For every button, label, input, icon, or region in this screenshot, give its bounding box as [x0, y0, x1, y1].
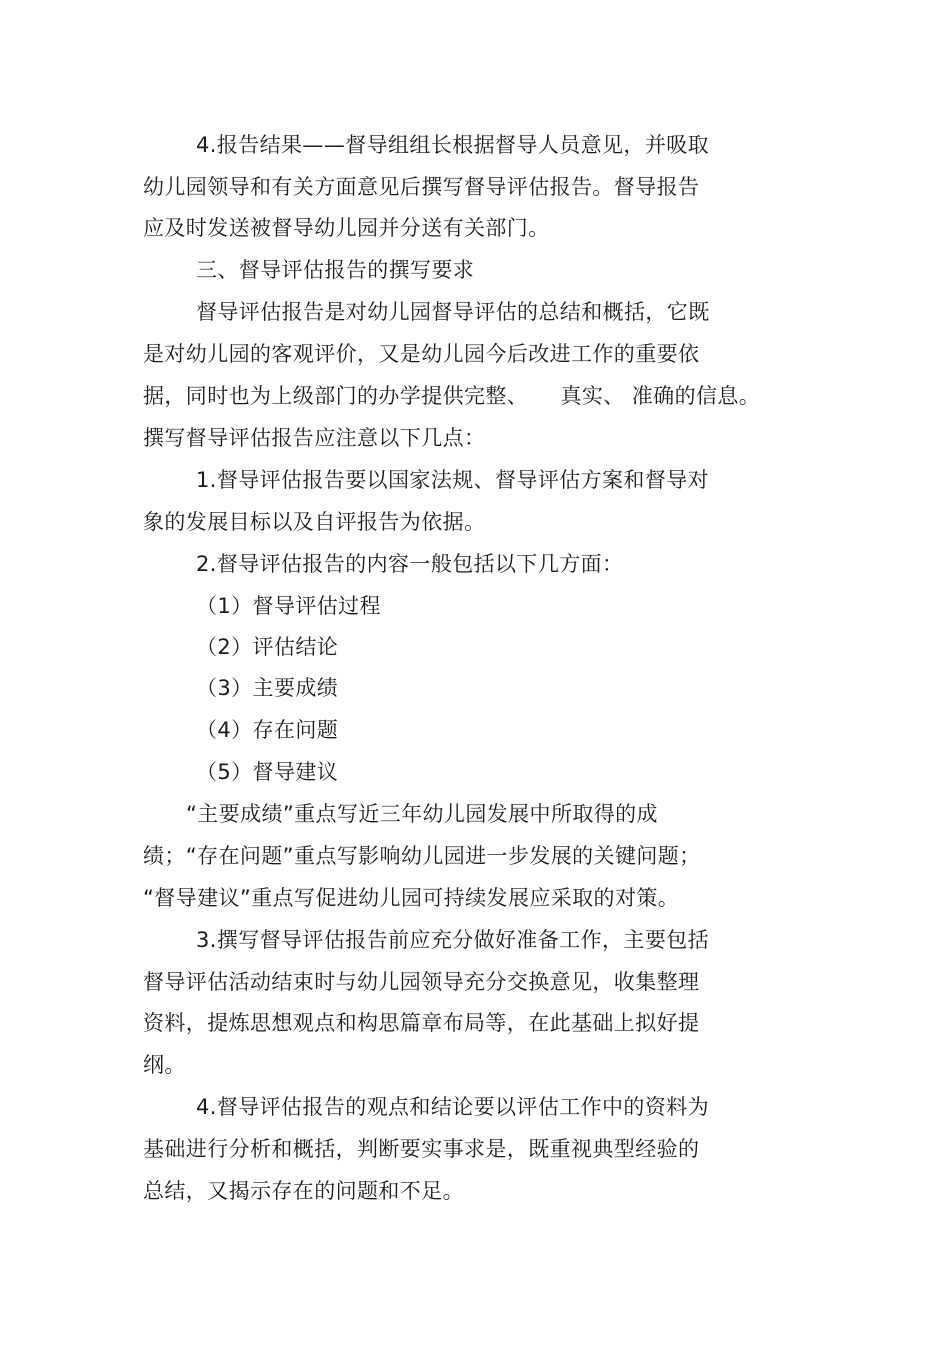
text-line: 据，同时也为上级部门的办学提供完整、 真实、 准确的信息。 — [143, 384, 761, 408]
text-line: 督导评估报告是对幼儿园督导评估的总结和概括，它既 — [196, 300, 710, 324]
text-line: 3.撰写督导评估报告前应充分做好准备工作，主要包括 — [196, 928, 710, 952]
text-line: “督导建议”重点写促进幼儿园可持续发展应采取的对策。 — [143, 886, 680, 910]
list-item: （4）存在问题 — [196, 718, 339, 742]
text-line: 应及时发送被督导幼儿园并分送有关部门。 — [143, 216, 550, 240]
text-line: 象的发展目标以及自评报告为依据。 — [143, 510, 486, 534]
section-heading: 三、督导评估报告的撰写要求 — [196, 258, 475, 282]
text-line: 幼儿园领导和有关方面意见后撰写督导评估报告。督导报告 — [143, 175, 700, 199]
list-item: （1）督导评估过程 — [196, 594, 381, 618]
text-line: 督导评估活动结束时与幼儿园领导充分交换意见，收集整理 — [143, 970, 700, 994]
list-item: （3）主要成绩 — [196, 676, 339, 700]
text-line: 4.报告结果——督导组组长根据督导人员意见，并吸取 — [196, 133, 710, 157]
text-line: 是对幼儿园的客观评价，又是幼儿园今后改进工作的重要依 — [143, 342, 700, 366]
text-line: 1.督导评估报告要以国家法规、督导评估方案和督导对 — [196, 468, 710, 492]
text-line: 基础进行分析和概括，判断要实事求是，既重视典型经验的 — [143, 1137, 700, 1161]
text-line: 纲。 — [143, 1053, 186, 1077]
list-item: （5）督导建议 — [196, 760, 339, 784]
text-line: 资料，提炼思想观点和构思篇章布局等，在此基础上拟好提 — [143, 1011, 700, 1035]
text-line: 2.督导评估报告的内容一般包括以下几方面： — [196, 552, 624, 576]
text-line: 撰写督导评估报告应注意以下几点： — [143, 426, 486, 450]
text-line: “主要成绩”重点写近三年幼儿园发展中所取得的成 — [186, 802, 658, 826]
list-item: （2）评估结论 — [196, 635, 339, 659]
text-line: 绩；“存在问题”重点写影响幼儿园进一步发展的关键问题； — [143, 844, 701, 868]
text-line: 总结，又揭示存在的问题和不足。 — [143, 1179, 464, 1203]
text-line: 4.督导评估报告的观点和结论要以评估工作中的资料为 — [196, 1095, 710, 1119]
